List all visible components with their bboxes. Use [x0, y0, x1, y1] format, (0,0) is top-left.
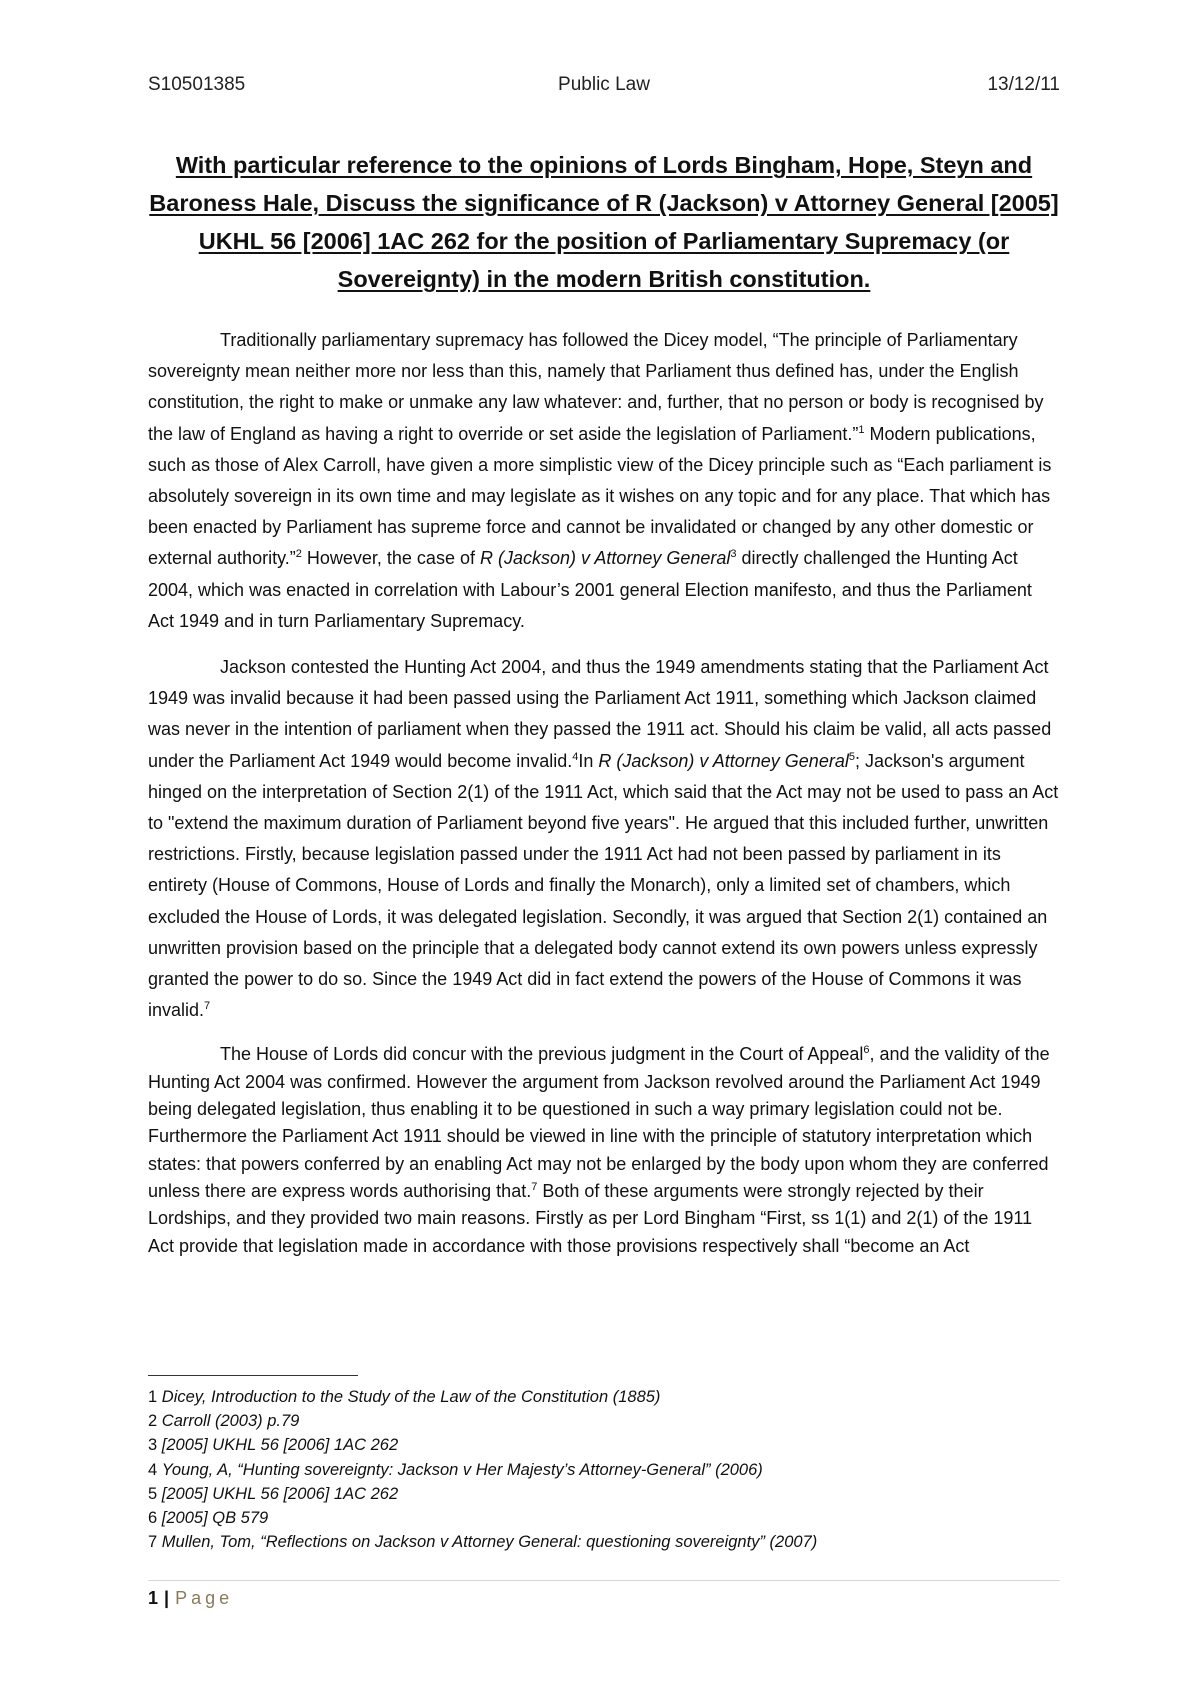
- p3-text-b: , and the validity of the Hunting Act 2004 was confirmed. However the argument from Jackson revolved around the Parliament Act 1949 being delegated legislation, thus enabling it to be questioned in such a way primary legislation could not be. Furthermore the Parliament Act 1911 should be viewed in line with the principle of statutory interpretation which states: that powers conferred by an enabling Act may not be enlarged by the body upon whom they are conferred unless there are express words authorising that.: [148, 1044, 1050, 1201]
- footnote-ref-3: 3: [730, 548, 737, 561]
- footnote-separator: [148, 1375, 358, 1376]
- footnote-item: [148, 1458, 1060, 1482]
- footnote-ref-2: 2: [295, 548, 302, 561]
- footnote-text: [2005] UKHL 56 [2006] 1AC 262: [161, 1436, 399, 1455]
- paragraph-3: [148, 1041, 1060, 1259]
- p2-text-c: ; Jackson's argument hinged on the interpretation of Section 2(1) of the 1911 Act, which said that the Act may not be used to pass an Act to "extend the maximum duration of Parliament beyond five years". He argued that this included further, unwritten restrictions. Firstly, because legislation passed under the 1911 Act had not been passed by parliament in its entirety (House of Commons, House of Lords and finally the Monarch), only a limited set of chambers, which excluded the House of Lords, it was delegated legislation. Secondly, it was argued that Section 2(1) contained an unwritten provision based on the principle that a delegated body cannot extend its own powers unless expressly granted the power to do so. Since the 1949 Act did in fact extend the powers of the House of Commons it was invalid.: [148, 750, 1059, 1021]
- footnote-ref-7b: 7: [531, 1180, 538, 1193]
- footnote-text: [2005] QB 579: [161, 1509, 269, 1528]
- header-date: 13/12/11: [987, 74, 1060, 95]
- p3-text-a: The House of Lords did concur with the previous judgment in the Court of Appeal: [220, 1044, 864, 1065]
- paragraph-1: [148, 325, 1060, 637]
- essay-title: With particular reference to the opinions of Lords Bingham, Hope, Steyn and Baroness Hale, Discuss the significance of R (Jackson) v Attorney General [2005] UKHL 56 [2006] 1AC 262 for the position of Parliamentary Supremacy (or Sovereignty) in the modern British constitution.: [149, 152, 1059, 292]
- footnote-item: [148, 1506, 1060, 1530]
- footnote-text: Young, A, “Hunting sovereignty: Jackson v Her Majesty’s Attorney-General” (2006): [161, 1460, 763, 1479]
- footnote-ref-5: 5: [848, 750, 855, 763]
- footnote-item: [148, 1433, 1060, 1457]
- footnote-text: Mullen, Tom, “Reflections on Jackson v Attorney General: questioning sovereignty” (2007): [161, 1533, 818, 1552]
- footnote-number: 5: [148, 1484, 158, 1503]
- footnote-ref-1: 1: [858, 423, 865, 436]
- footer-separator: [148, 1580, 1060, 1581]
- page-separator: |: [164, 1588, 170, 1608]
- p1-text-c: However, the case of: [301, 548, 480, 569]
- footnote-ref-4: 4: [572, 750, 579, 763]
- footnote-number: 2: [148, 1412, 158, 1431]
- page-label: Page: [175, 1588, 234, 1608]
- footnote-number: 6: [148, 1509, 158, 1528]
- footnote-ref-7a: 7: [204, 1000, 211, 1013]
- header-student-id: S10501385: [148, 74, 246, 95]
- p2-case-name: R (Jackson) v Attorney General: [598, 750, 849, 771]
- footnote-number: 7: [148, 1533, 158, 1552]
- footnote-number: 4: [148, 1460, 158, 1479]
- footnote-item: [148, 1530, 1060, 1554]
- p1-case-name: R (Jackson) v Attorney General: [479, 548, 731, 569]
- page-header: [148, 74, 1060, 104]
- p2-text-a: Jackson contested the Hunting Act 2004, and thus the 1949 amendments stating that the Parliament Act 1949 was invalid because it had been passed using the Parliament Act 1911, something which Jackson claimed was never in the intention of parliament when they passed the 1911 act. Should his claim be valid, all acts passed under the Parliament Act 1949 would become invalid.: [148, 657, 1052, 771]
- footnote-text: [2005] UKHL 56 [2006] 1AC 262: [161, 1484, 399, 1503]
- footnote-number: 3: [148, 1436, 158, 1455]
- p2-text-b: In: [578, 750, 599, 771]
- footnote-text: Carroll (2003) p.79: [161, 1412, 300, 1431]
- page-footer: [148, 1588, 233, 1609]
- p3-quote: “First, ss 1(1) and 2(1) of the 1911 Act provide that legislation made in accordance with those provisions respectively shall “become an Act: [148, 1208, 1033, 1256]
- footnote-number: 1: [148, 1388, 158, 1406]
- footnote-text: Dicey, Introduction to the Study of the Law of the Constitution (1885): [161, 1388, 661, 1406]
- p1-text-b: Modern publications, such as those of Alex Carroll, have given a more simplistic view of the Dicey principle such as “Each parliament is absolutely sovereign in its own time and may legislate as it wishes on any topic and for any place. That which has been enacted by Parliament has supreme force and cannot be invalidated or changed by any other domestic or external authority.”: [148, 423, 1052, 569]
- paragraph-2: [148, 652, 1060, 1026]
- essay-body: [148, 325, 1060, 1275]
- footnote-ref-6: 6: [863, 1044, 870, 1057]
- footnote-item: [148, 1409, 1060, 1433]
- p1-text-d: directly challenged the Hunting Act 2004, which was enacted in correlation with Labour’s 2001 general Election manifesto, and thus the Parliament Act 1949 and in turn Parliamentary Supremacy.: [148, 548, 1032, 631]
- footnote-item: [148, 1482, 1060, 1506]
- footnote-item: [148, 1385, 1060, 1409]
- footnotes-list: [148, 1385, 1060, 1554]
- header-module: Public Law: [558, 74, 650, 95]
- page-number: 1: [148, 1588, 159, 1608]
- p1-text-a: Traditionally parliamentary supremacy has followed the Dicey model, “The principle of Parliamentary sovereignty mean neither more nor less than this, namely that Parliament thus defined has, under the English constitution, the right to make or unmake any law whatever: and, further, that no person or body is recognised by the law of England as having a right to override or set aside the legislation of Parliament.”: [148, 330, 1044, 444]
- p3-text-c: Both of these arguments were strongly rejected by their Lordships, and they provided two main reasons. Firstly as per Lord Bingham: [148, 1180, 984, 1229]
